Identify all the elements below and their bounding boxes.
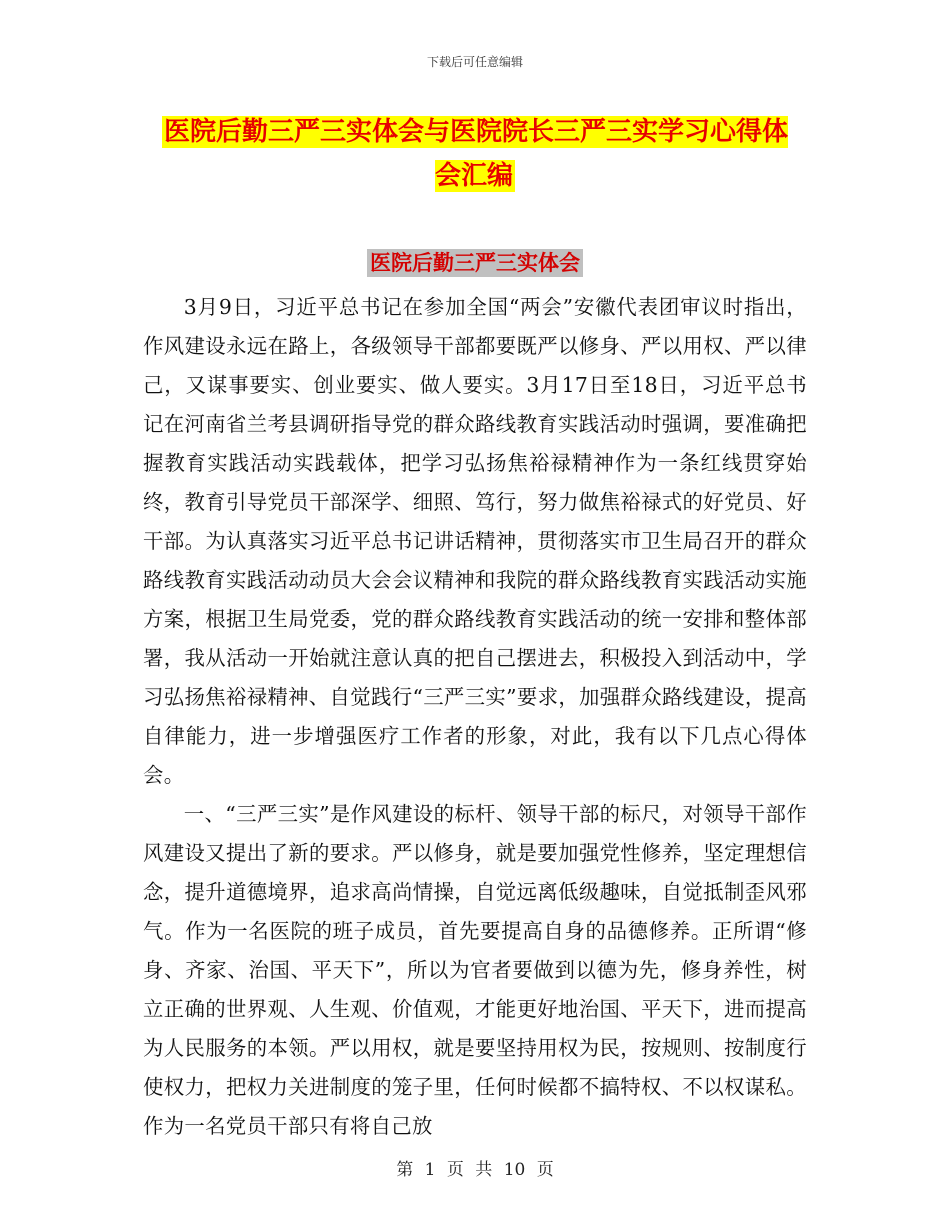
paragraph-1: 3月9日，习近平总书记在参加全国“两会”安徽代表团审议时指出，作风建设永远在路上，各级领导干部都要既严以修身、严以用权、严以律己，又谋事要实、创业要实、做人要实。3月17日至18日，习近平总书记在河南省兰考县调研指导党的群众路线教育实践活动时强调，要准确把握教育实践活动实践载体，把学习弘扬焦裕禄精神作为一条红线贯穿始终，教育引导党员干部深学、细照、笃行，努力做焦裕禄式的好党员、好干部。为认真落实习近平总书记讲话精神，贯彻落实市卫生局召开的群众路线教育实践活动动员大会会议精神和我院的群众路线教育实践活动实施方案，根据卫生局党委，党的群众路线教育实践活动的统一安排和整体部署，我从活动一开始就注意认真的把自己摆进去，积极投入到活动中，学习弘扬焦裕禄精神、自觉践行“三严三实”要求，加强群众路线建设，提高自律能力，进一步增强医疗工作者的形象，对此，我有以下几点心得体会。 [143,295,807,787]
page-number-footer: 第 1 页 共 10 页 [396,1160,554,1180]
body-text [143,288,807,1146]
header-note: 下载后可任意编辑 [426,55,523,69]
paragraph-2: 一、“三严三实”是作风建设的标杆、领导干部的标尺，对领导干部作风建设又提出了新的要求。严以修身，就是要加强党性修养，坚定理想信念，提升道德境界，追求高尚情操，自觉远离低级趣味，自觉抵制歪风邪气。作为一名医院的班子成员，首先要提高自身的品德修养。正所谓“修身、齐家、治国、平天下”，所以为官者要做到以德为先，修身养性，树立正确的世界观、人生观、价值观，才能更好地治国、平天下，进而提高为人民服务的本领。严以用权，就是要坚持用权为民，按规则、按制度行使权力，把权力关进制度的笼子里，任何时候都不搞特权、不以权谋私。作为一名党员干部只有将自己放 [143,802,807,1138]
document-title [150,110,800,198]
section-title-text: 医院后勤三严三实体会 [367,249,583,277]
section-title [0,246,950,280]
document-title-text: 医院后勤三严三实体会与医院院长三严三实学习心得体会汇编 [163,117,788,191]
